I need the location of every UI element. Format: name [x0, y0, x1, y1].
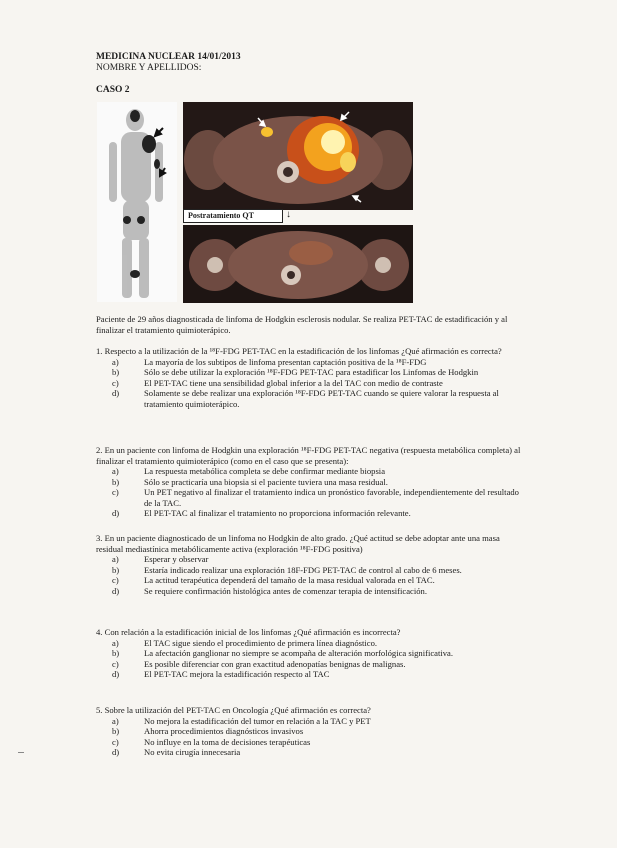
name-line: NOMBRE Y APELLIDOS:: [96, 63, 202, 73]
option-b[interactable]: b) Sólo se practicaría una biopsia si el paciente tuviera una masa residual.: [112, 476, 388, 487]
option-d[interactable]: d) El PET-TAC al finalizar el tratamiento no proporciona información relevante.: [112, 508, 411, 518]
post-treatment-label: Postratamiento QT: [183, 209, 283, 223]
question-2: [96, 445, 526, 519]
pet-ct-axial-pre-image: [183, 102, 413, 210]
option-a[interactable]: a) La mayoría de los subtipos de linfoma presentan captación positiva de la ¹⁸F-FDG: [112, 356, 427, 367]
exam-header: [96, 52, 241, 74]
option-a[interactable]: a) La respuesta metabólica completa se debe confirmar mediante biopsia: [112, 466, 386, 476]
pet-mip-image: [97, 102, 177, 302]
option-b[interactable]: b) Sólo se debe utilizar la exploración ¹⁸F-FDG PET-TAC para estadificar los Linfomas de Hodgkin: [112, 367, 479, 377]
option-d[interactable]: d) Solamente se debe realizar una exploración ¹⁸F-FDG PET-TAC cuando se quiere valorar la respuesta al tratamiento quimioterápico.: [112, 388, 499, 409]
option-d[interactable]: d) No evita cirugía innecesaria: [112, 747, 241, 757]
option-b[interactable]: b) Estaría indicado realizar una exploración 18F-FDG PET-TAC de control al cabo de 6 meses.: [112, 564, 462, 575]
option-b[interactable]: b) Ahorra procedimientos diagnósticos invasivos: [112, 726, 304, 736]
question-stem: 2. En un paciente con linfoma de Hodgkin una exploración ¹⁸F-FDG PET-TAC negativa (respuesta metabólica completa) al finalizar el tratamiento quimioterápico (como en el caso que se presenta):: [96, 445, 521, 466]
case-title: CASO 2: [96, 85, 130, 95]
scan-mark: [18, 752, 24, 753]
question-4: [96, 627, 526, 680]
option-d[interactable]: d) Se requiere confirmación histológica antes de comenzar terapia de intensificación.: [112, 585, 427, 596]
option-a[interactable]: a) Esperar y observar: [112, 554, 209, 564]
option-c[interactable]: c) El PET-TAC tiene una sensibilidad global inferior a la del TAC con medio de contraste: [112, 377, 443, 388]
option-a[interactable]: a) El TAC sigue siendo el procedimiento de primera línea diagnóstico.: [112, 637, 378, 648]
option-c[interactable]: c) No influye en la toma de decisiones terapéuticas: [112, 736, 311, 747]
option-c[interactable]: c) Es posible diferenciar con gran exactitud adenopatías benignas de malignas.: [112, 658, 406, 669]
option-d[interactable]: d) El PET-TAC mejora la estadificación respecto al TAC: [112, 669, 330, 679]
question-stem: 1. Respecto a la utilización de la ¹⁸F-FDG PET-TAC en la estadificación de los linfomas ¿Qué afirmación es correcta?: [96, 346, 502, 356]
pet-ct-axial-post-image: [183, 225, 413, 303]
question-stem: 5. Sobre la utilización del PET-TAC en Oncología ¿Qué afirmación es correcta?: [96, 705, 371, 715]
down-arrow-icon: ↓: [286, 209, 291, 220]
option-c[interactable]: c) Un PET negativo al finalizar el tratamiento indica un pronóstico favorable, independientemente del resultado de la TAC.: [112, 487, 519, 508]
exam-title: MEDICINA NUCLEAR 14/01/2013: [96, 52, 241, 62]
question-3: [96, 533, 526, 596]
option-c[interactable]: c) La actitud terapéutica dependerá del tamaño de la masa residual valorada en el TAC.: [112, 575, 435, 585]
question-stem: 3. En un paciente diagnosticado de un linfoma no Hodgkin de alto grado. ¿Qué actitud se debe adoptar ante una masa residual mediastínica metabólicamente activa (exploración ¹⁸F-FDG positiva): [96, 533, 500, 554]
question-5: [96, 705, 526, 758]
case-intro: Paciente de 29 años diagnosticada de linfoma de Hodgkin esclerosis nodular. Se realiza PET-TAC de estadificación y al finalizar el tratamiento quimioterápico.: [96, 314, 508, 335]
option-b[interactable]: b) La afectación ganglionar no siempre se acompaña de alteración morfológica significativa.: [112, 648, 454, 658]
question-1: [96, 346, 526, 409]
question-stem: 4. Con relación a la estadificación inicial de los linfomas ¿Qué afirmación es incorrecta?: [96, 627, 401, 637]
option-a[interactable]: a) No mejora la estadificación del tumor en relación a la TAC y PET: [112, 715, 371, 726]
